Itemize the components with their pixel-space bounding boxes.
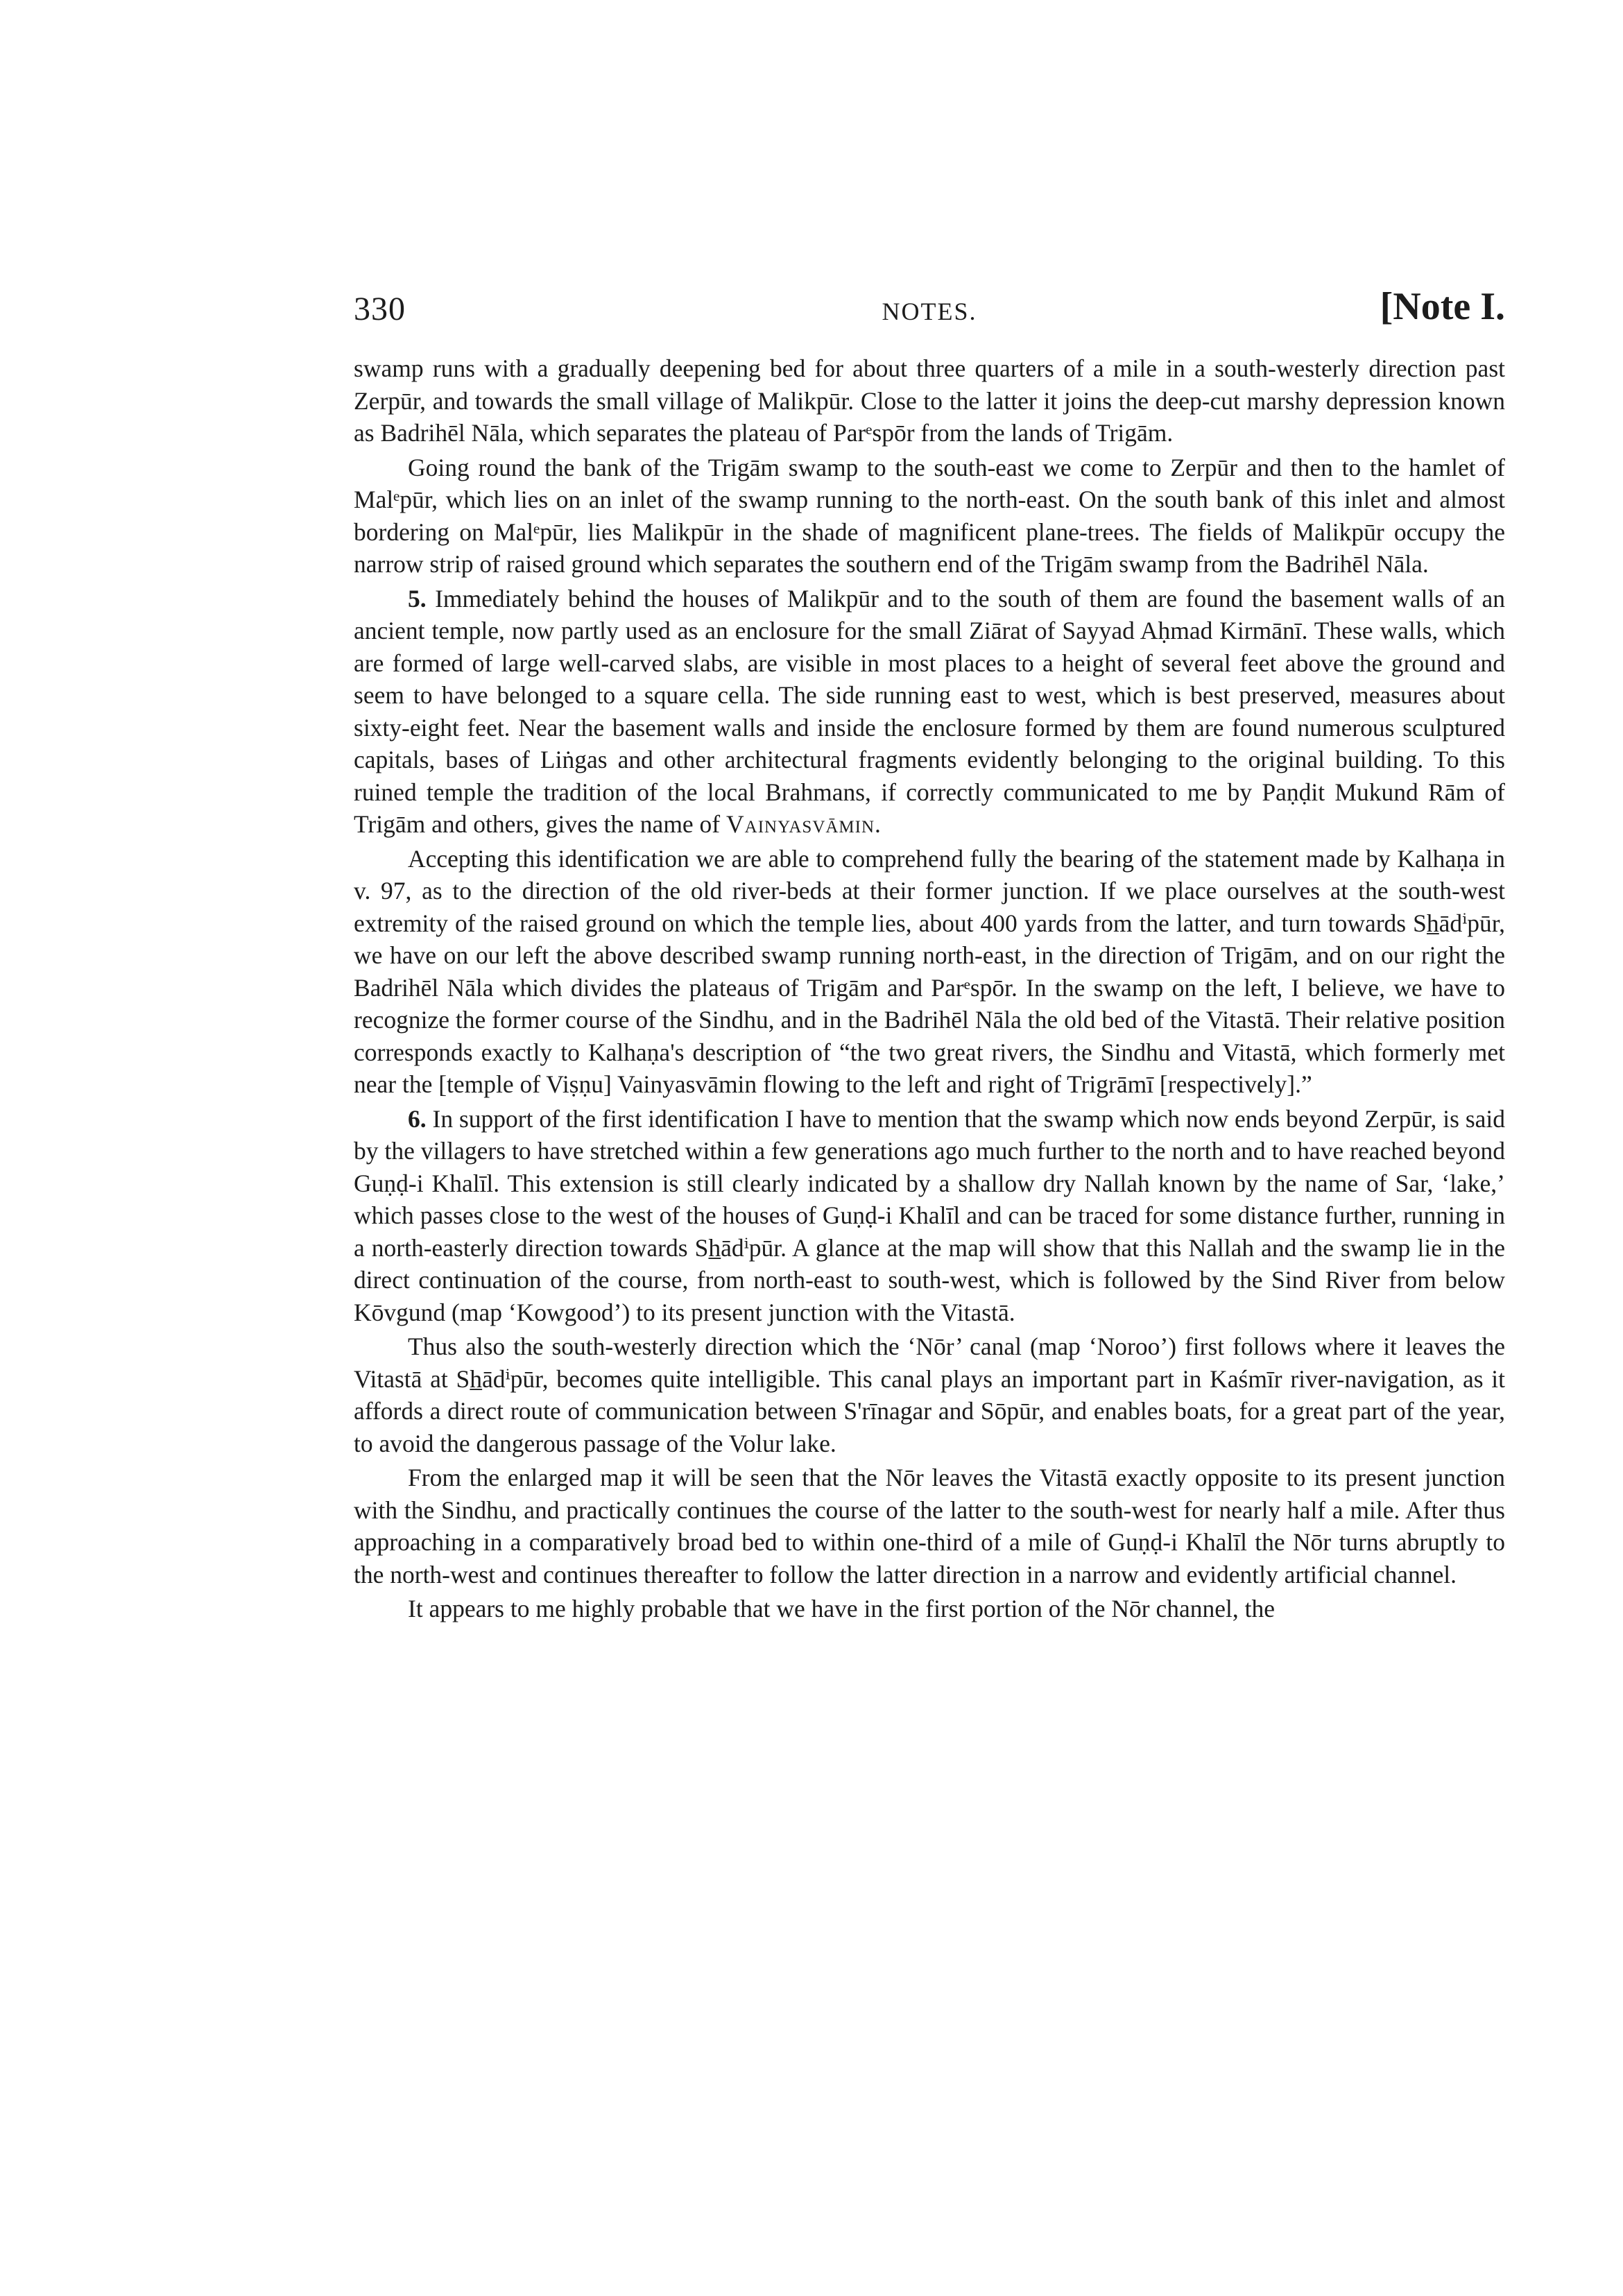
paragraph-6	[354, 1330, 1505, 1459]
paragraph-text: From the enlarged map it will be seen that the Nōr leaves the Vitastā exactly opposite to its present junction with the Sindhu, and practically continues the course of the latter to the south-west for nearly half a mile. After thus approaching in a comparatively broad bed to within one-third of a mile of Guṇḍ-i Khalīl the Nōr turns abruptly to the north-west and continues thereafter to follow the latter direction in a narrow and evidently artificial channel.	[354, 1464, 1505, 1588]
paragraph-text: Thus also the south-westerly direction which the ‘Nōr’ canal (map ‘Noroo’) first follows where it leaves the Vitastā at Sh̲ādⁱpūr, becomes quite intelligible. This canal plays an important part in Kaśmīr river-navigation, as it affords a direct route of communication between S'rīnagar and Sōpūr, and enables boats, for a great part of the year, to avoid the dangerous passage of the Volur lake.	[354, 1333, 1505, 1457]
paragraph-text: It appears to me highly probable that we have in the first portion of the Nōr channel, the	[408, 1595, 1276, 1622]
paragraph-7	[354, 1462, 1505, 1591]
paragraph-text: Immediately behind the houses of Malikpūr and to the south of them are found the basement walls of an ancient temple, now partly used as an enclosure for the small Ziārat of Sayyad Aḥmad Kirmānī. These walls, which are formed of large well-carved slabs, are visible in most places to a height of several feet above the ground and seem to have belonged to a square cella. The side running east to west, which is best preserved, measures about sixty-eight feet. Near the basement walls and inside the enclosure formed by them are found numerous sculptured capitals, bases of Liṅgas and other architectural fragments evidently belonging to the original building. To this ruined temple the tradition of the local Brahmans, if correctly communicated to me by Paṇḍit Mukund Rām of Trigām and others, gives the name of	[354, 584, 1506, 838]
paragraph-text: swamp runs with a gradually deepening bed for about three quarters of a mile in a south-westerly direction past Zerpūr, and towards the small village of Malikpūr. Close to the latter it joins the deep-cut marshy depression known as Badrihēl Nāla, which separates the plateau of Parᵉspōr from the lands of Trigām.	[354, 354, 1505, 447]
running-title: NOTES.	[882, 298, 977, 325]
note-label: [Note I.	[1380, 285, 1505, 328]
page-number: 330	[354, 291, 406, 327]
temple-name: Vainyasvāmin.	[726, 810, 882, 838]
body-text	[354, 352, 1505, 1625]
paragraph-5-section-6	[354, 1103, 1505, 1329]
paragraph-3-section-5	[354, 583, 1505, 841]
paragraph-1	[354, 352, 1505, 449]
paragraph-8	[354, 1593, 1505, 1625]
section-number: 6.	[408, 1104, 427, 1133]
paragraph-text: In support of the first identification I have to mention that the swamp which now ends beyond Zerpūr, is said by the villagers to have stretched within a few generations ago much further to the north and to have reached beyond Guṇḍ-i Khalīl. This extension is still clearly indicated by a shallow dry Nallah known by the name of Sar, ‘lake,’ which passes close to the west of the houses of Guṇḍ-i Khalīl and can be traced for some distance further, running in a north-easterly direction towards Sh̲ādⁱpūr. A glance at the map will show that this Nallah and the swamp lie in the direct continuation of the course, from north-east to south-west, which is followed by the Sind River from below Kōvgund (map ‘Kowgood’) to its present junction with the Vitastā.	[354, 1104, 1506, 1326]
page-header	[354, 277, 1505, 340]
paragraph-2	[354, 452, 1505, 581]
paragraph-4	[354, 843, 1505, 1101]
section-number: 5.	[408, 584, 427, 612]
paragraph-text: Going round the bank of the Trigām swamp to the south-east we come to Zerpūr and then to the hamlet of Malᵉpūr, which lies on an inlet of the swamp running to the north-east. On the south bank of this inlet and almost bordering on Malᵉpūr, lies Malikpūr in the shade of magnificent plane-trees. The fields of Malikpūr occupy the narrow strip of raised ground which separates the southern end of the Trigām swamp from the Badrihēl Nāla.	[354, 453, 1505, 578]
paragraph-text: Accepting this identification we are able to comprehend fully the bearing of the statement made by Kalhaṇa in v. 97, as to the direction of the old river-beds at their former junction. If we place ourselves at the south-west extremity of the raised ground on which the temple lies, about 400 yards from the latter, and turn towards Sh̲ādⁱpūr, we have on our left the above described swamp running north-east, in the direction of Trigām, and on our right the Badrihēl Nāla which divides the plateaus of Trigām and Parᵉspōr. In the swamp on the left, I believe, we have to recognize the former course of the Sindhu, and in the Badrihēl Nāla the old bed of the Vitastā. Their relative position corresponds exactly to Kalhaṇa's description of “the two great rivers, the Sindhu and Vitastā, which formerly met near the [temple of Viṣṇu] Vainyasvāmin flowing to the left and right of Trigrāmī [respectively].”	[354, 844, 1505, 1098]
